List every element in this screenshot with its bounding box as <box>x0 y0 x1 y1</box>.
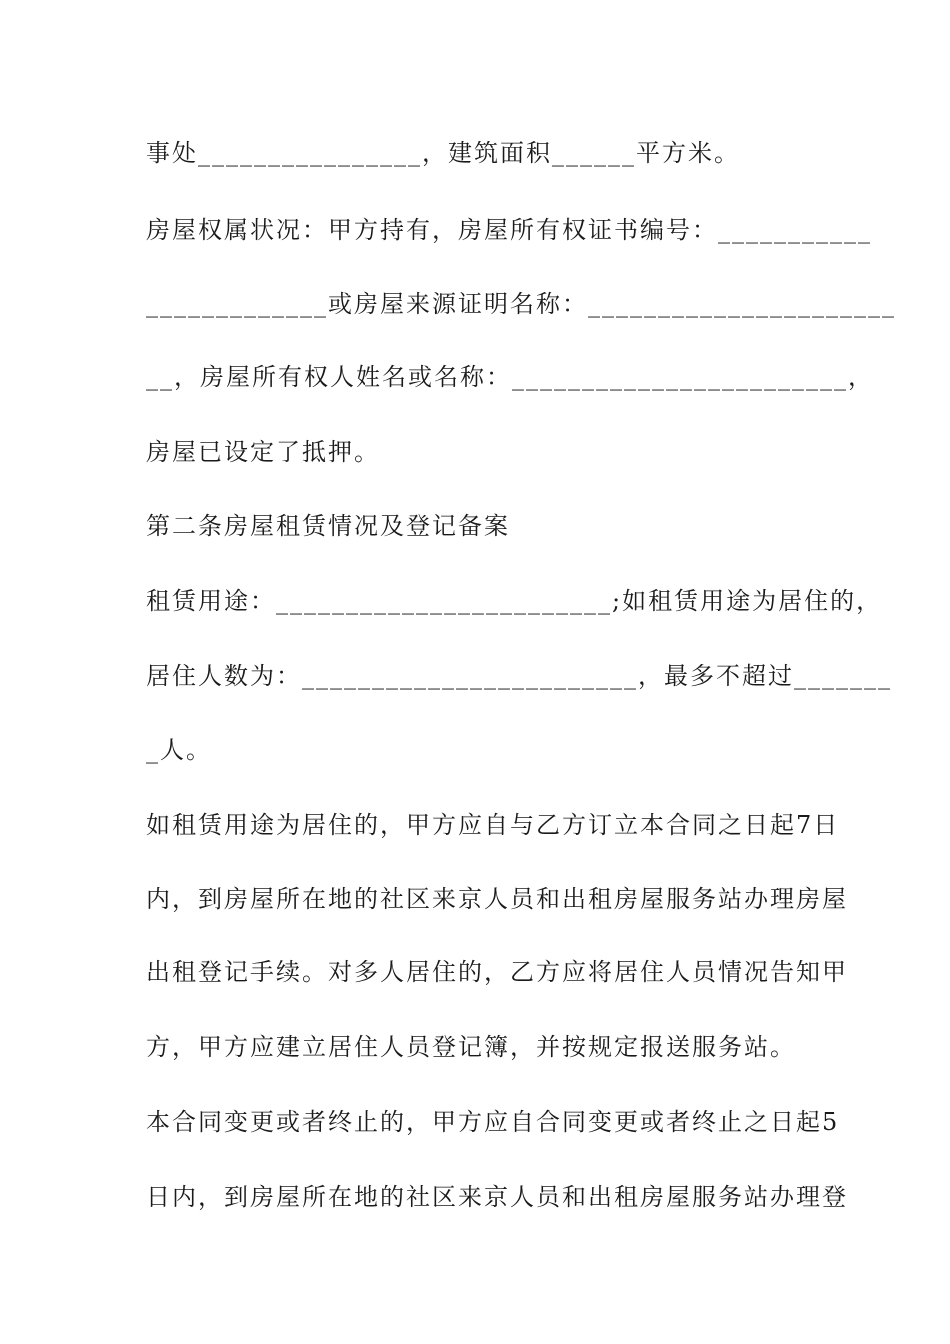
text-line: 如租赁用途为居住的，甲方应自与乙方订立本合同之日起7日 <box>146 811 840 839</box>
text-line: 内，到房屋所在地的社区来京人员和出租房屋服务站办理房屋 <box>146 885 848 913</box>
text-line: 本合同变更或者终止的，甲方应自合同变更或者终止之日起5 <box>146 1108 840 1136</box>
text-line: _人。 <box>146 736 212 764</box>
text-line: _____________或房屋来源证明名称：______________________ <box>146 290 896 318</box>
text-line: 居住人数为：________________________，最多不超过_______ <box>146 662 892 690</box>
text-line: 日内，到房屋所在地的社区来京人员和出租房屋服务站办理登 <box>146 1183 848 1211</box>
text-line: 事处________________，建筑面积______平方米。 <box>146 139 740 167</box>
text-line: 房屋已设定了抵押。 <box>146 438 380 466</box>
section-heading: 第二条房屋租赁情况及登记备案 <box>146 512 510 540</box>
text-line: 出租登记手续。对多人居住的，乙方应将居住人员情况告知甲 <box>146 958 848 986</box>
text-line: 方，甲方应建立居住人员登记簿，并按规定报送服务站。 <box>146 1033 796 1061</box>
text-line: 租赁用途：________________________;如租赁用途为居住的， <box>146 587 883 615</box>
text-line: __，房屋所有权人姓名或名称：________________________， <box>146 363 874 391</box>
text-line: 房屋权属状况：甲方持有，房屋所有权证书编号：___________ <box>146 216 872 244</box>
